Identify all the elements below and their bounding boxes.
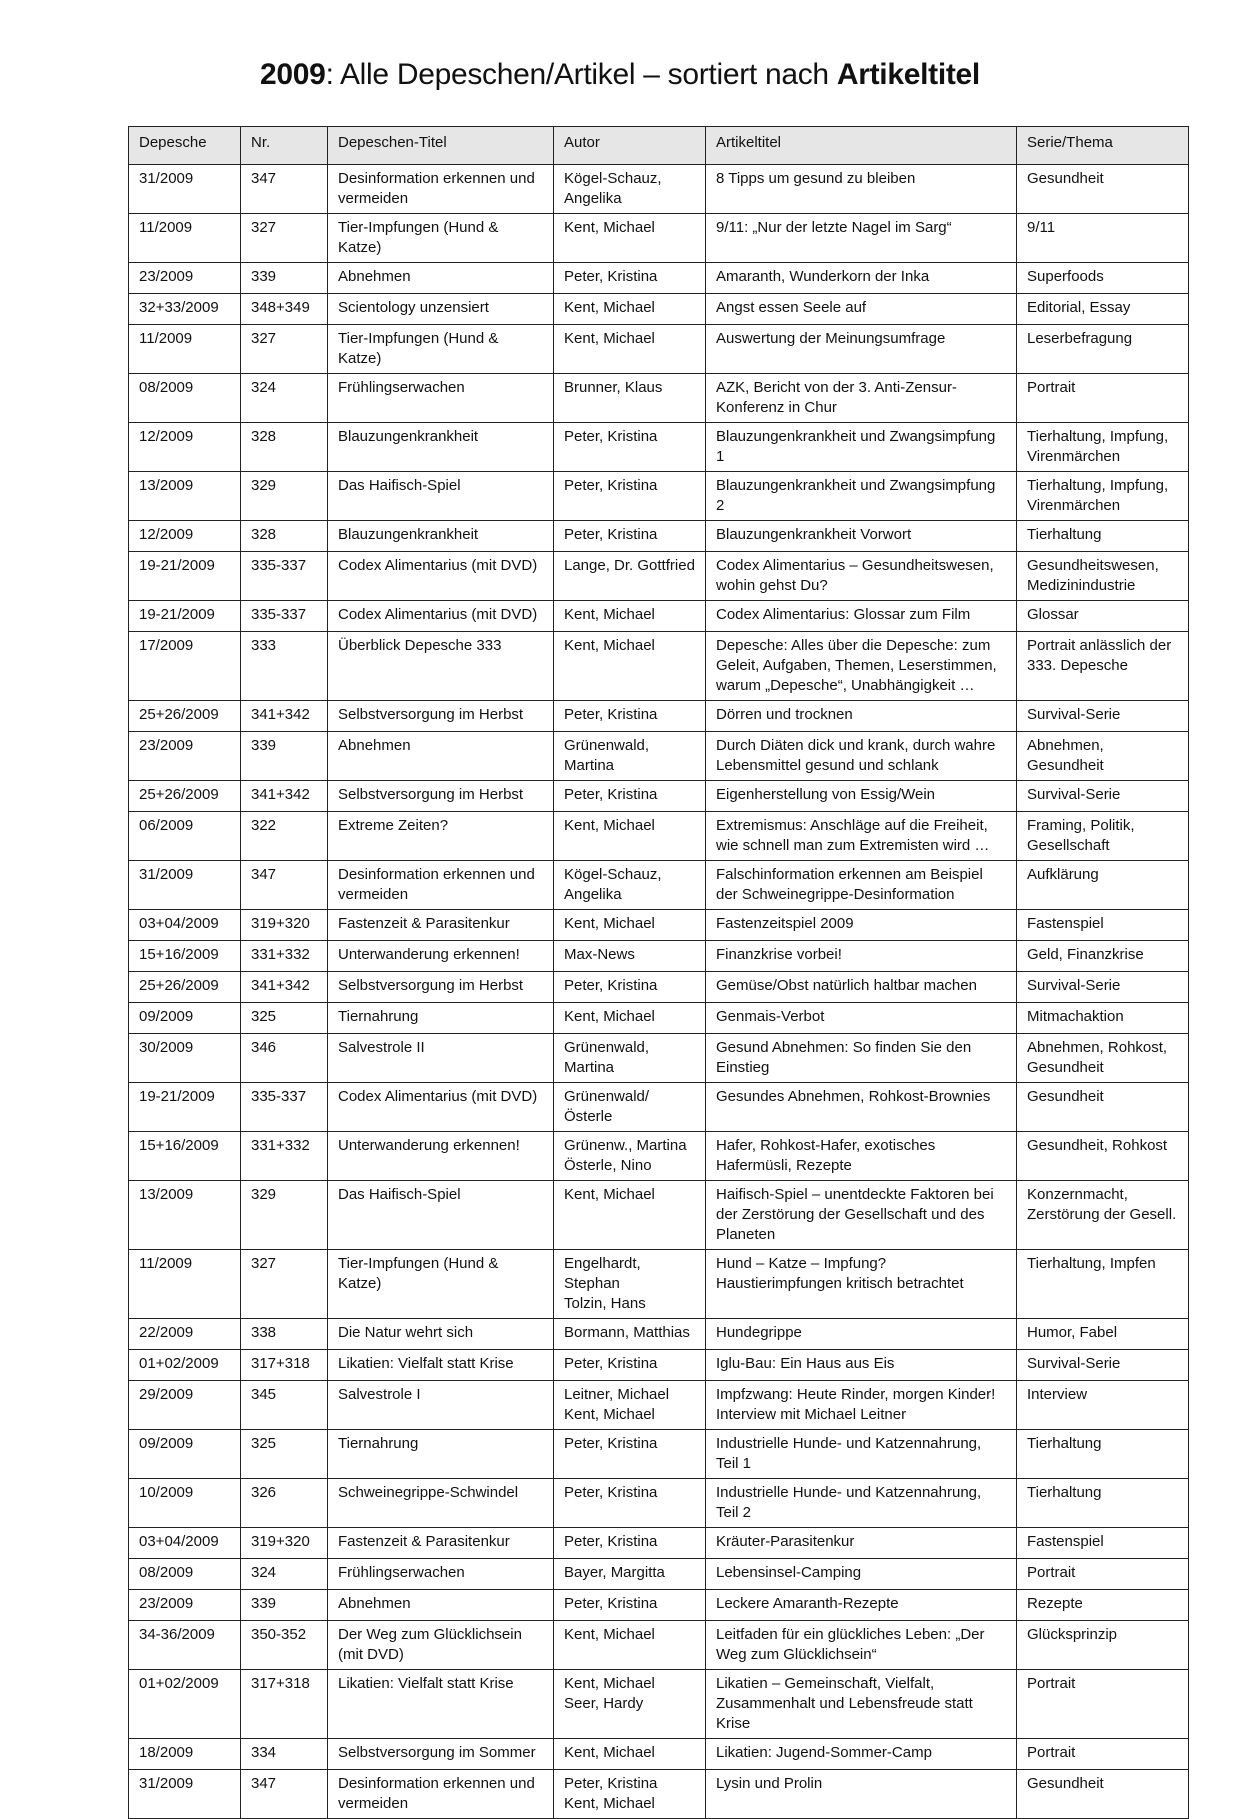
table-row bbox=[129, 1621, 1189, 1670]
cell-artikeltitel: Codex Alimentarius: Glossar zum Film bbox=[706, 601, 1017, 632]
table-row bbox=[129, 1430, 1189, 1479]
cell-serie-thema: Fastenspiel bbox=[1017, 910, 1189, 941]
cell-nr: 328 bbox=[241, 423, 328, 472]
cell-artikeltitel: Amaranth, Wunderkorn der Inka bbox=[706, 263, 1017, 294]
cell-artikeltitel: Lebensinsel-Camping bbox=[706, 1559, 1017, 1590]
cell-depesche: 32+33/2009 bbox=[129, 294, 241, 325]
cell-depesche: 11/2009 bbox=[129, 325, 241, 374]
cell-nr: 326 bbox=[241, 1479, 328, 1528]
table-row bbox=[129, 1590, 1189, 1621]
cell-autor: Peter, Kristina bbox=[554, 1528, 706, 1559]
cell-serie-thema: Gesundheit bbox=[1017, 1770, 1189, 1819]
table-row bbox=[129, 910, 1189, 941]
cell-depesche: 15+16/2009 bbox=[129, 941, 241, 972]
cell-artikeltitel: Hundegrippe bbox=[706, 1319, 1017, 1350]
cell-nr: 350-352 bbox=[241, 1621, 328, 1670]
cell-serie-thema: Glossar bbox=[1017, 601, 1189, 632]
cell-nr: 338 bbox=[241, 1319, 328, 1350]
cell-serie-thema: Tierhaltung bbox=[1017, 1430, 1189, 1479]
cell-depesche: 25+26/2009 bbox=[129, 972, 241, 1003]
cell-nr: 333 bbox=[241, 632, 328, 701]
table-row bbox=[129, 423, 1189, 472]
cell-serie-thema: Portrait bbox=[1017, 374, 1189, 423]
cell-artikeltitel: Blauzungenkrankheit und Zwangsimpfung 1 bbox=[706, 423, 1017, 472]
cell-artikeltitel: Gesund Abnehmen: So finden Sie den Einstieg bbox=[706, 1034, 1017, 1083]
table-row bbox=[129, 1670, 1189, 1739]
table-row bbox=[129, 1034, 1189, 1083]
cell-autor: Bayer, Margitta bbox=[554, 1559, 706, 1590]
cell-depesche: 18/2009 bbox=[129, 1739, 241, 1770]
table-row bbox=[129, 781, 1189, 812]
cell-depesche: 23/2009 bbox=[129, 263, 241, 294]
cell-serie-thema: Abnehmen, Gesundheit bbox=[1017, 732, 1189, 781]
cell-serie-thema: Rezepte bbox=[1017, 1590, 1189, 1621]
cell-serie-thema: Tierhaltung bbox=[1017, 521, 1189, 552]
cell-depesche: 19-21/2009 bbox=[129, 601, 241, 632]
cell-nr: 328 bbox=[241, 521, 328, 552]
cell-depesche: 10/2009 bbox=[129, 1479, 241, 1528]
cell-artikeltitel: Extremismus: Anschläge auf die Freiheit, wie schnell man zum Extremisten wird … bbox=[706, 812, 1017, 861]
cell-nr: 327 bbox=[241, 1250, 328, 1319]
cell-depesche: 22/2009 bbox=[129, 1319, 241, 1350]
cell-depesche: 30/2009 bbox=[129, 1034, 241, 1083]
cell-depesche: 03+04/2009 bbox=[129, 910, 241, 941]
cell-depesche: 01+02/2009 bbox=[129, 1350, 241, 1381]
cell-nr: 341+342 bbox=[241, 972, 328, 1003]
cell-nr: 329 bbox=[241, 472, 328, 521]
cell-depeschen-titel: Abnehmen bbox=[328, 1590, 554, 1621]
cell-nr: 346 bbox=[241, 1034, 328, 1083]
cell-depeschen-titel: Tiernahrung bbox=[328, 1430, 554, 1479]
cell-depeschen-titel: Likatien: Vielfalt statt Krise bbox=[328, 1350, 554, 1381]
cell-serie-thema: Survival-Serie bbox=[1017, 701, 1189, 732]
cell-depesche: 31/2009 bbox=[129, 165, 241, 214]
cell-serie-thema: Konzernmacht, Zerstörung der Gesell. bbox=[1017, 1181, 1189, 1250]
table-row bbox=[129, 1350, 1189, 1381]
cell-autor: Peter, Kristina bbox=[554, 781, 706, 812]
cell-depeschen-titel: Scientology unzensiert bbox=[328, 294, 554, 325]
cell-artikeltitel: Falschinformation erkennen am Beispiel der Schweinegrippe-Desinformation bbox=[706, 861, 1017, 910]
cell-artikeltitel: Hafer, Rohkost-Hafer, exotisches Hafermüsli, Rezepte bbox=[706, 1132, 1017, 1181]
cell-depeschen-titel: Selbstversorgung im Herbst bbox=[328, 701, 554, 732]
cell-depesche: 19-21/2009 bbox=[129, 1083, 241, 1132]
cell-depesche: 11/2009 bbox=[129, 1250, 241, 1319]
cell-autor: Kent, Michael bbox=[554, 294, 706, 325]
cell-serie-thema: Interview bbox=[1017, 1381, 1189, 1430]
title-sortkey: Artikeltitel bbox=[836, 58, 980, 91]
cell-artikeltitel: Durch Diäten dick und krank, durch wahre Lebensmittel gesund und schlank bbox=[706, 732, 1017, 781]
cell-nr: 324 bbox=[241, 1559, 328, 1590]
table-row bbox=[129, 165, 1189, 214]
table-row bbox=[129, 472, 1189, 521]
cell-depesche: 13/2009 bbox=[129, 1181, 241, 1250]
cell-nr: 317+318 bbox=[241, 1670, 328, 1739]
cell-autor: Peter, Kristina bbox=[554, 423, 706, 472]
cell-depesche: 01+02/2009 bbox=[129, 1670, 241, 1739]
cell-depesche: 15+16/2009 bbox=[129, 1132, 241, 1181]
table-row bbox=[129, 632, 1189, 701]
cell-nr: 334 bbox=[241, 1739, 328, 1770]
table-row bbox=[129, 812, 1189, 861]
cell-nr: 335-337 bbox=[241, 552, 328, 601]
cell-depeschen-titel: Das Haifisch-Spiel bbox=[328, 472, 554, 521]
cell-depeschen-titel: Desinformation erkennen und vermeiden bbox=[328, 861, 554, 910]
cell-depesche: 09/2009 bbox=[129, 1430, 241, 1479]
cell-depeschen-titel: Abnehmen bbox=[328, 732, 554, 781]
cell-serie-thema: Portrait bbox=[1017, 1739, 1189, 1770]
cell-autor: Brunner, Klaus bbox=[554, 374, 706, 423]
cell-artikeltitel: Depesche: Alles über die Depesche: zum Geleit, Aufgaben, Themen, Leserstimmen, warum „Depesche“, Unabhängigkeit … bbox=[706, 632, 1017, 701]
cell-nr: 347 bbox=[241, 1770, 328, 1819]
cell-autor: Kent, Michael Seer, Hardy bbox=[554, 1670, 706, 1739]
cell-serie-thema: Framing, Politik, Gesellschaft bbox=[1017, 812, 1189, 861]
cell-depeschen-titel: Extreme Zeiten? bbox=[328, 812, 554, 861]
cell-serie-thema: Editorial, Essay bbox=[1017, 294, 1189, 325]
table-row bbox=[129, 941, 1189, 972]
table-row bbox=[129, 1770, 1189, 1819]
cell-nr: 325 bbox=[241, 1003, 328, 1034]
cell-depeschen-titel: Salvestrole II bbox=[328, 1034, 554, 1083]
table-row bbox=[129, 701, 1189, 732]
cell-artikeltitel: Gesundes Abnehmen, Rohkost-Brownies bbox=[706, 1083, 1017, 1132]
column-header-nr: Nr. bbox=[241, 127, 328, 165]
cell-artikeltitel: Iglu-Bau: Ein Haus aus Eis bbox=[706, 1350, 1017, 1381]
cell-artikeltitel: Industrielle Hunde- und Katzennahrung, Teil 2 bbox=[706, 1479, 1017, 1528]
cell-depeschen-titel: Tier-Impfungen (Hund & Katze) bbox=[328, 214, 554, 263]
cell-serie-thema: Fastenspiel bbox=[1017, 1528, 1189, 1559]
table-row bbox=[129, 1479, 1189, 1528]
cell-depesche: 09/2009 bbox=[129, 1003, 241, 1034]
cell-nr: 331+332 bbox=[241, 1132, 328, 1181]
cell-autor: Kent, Michael bbox=[554, 214, 706, 263]
cell-nr: 319+320 bbox=[241, 1528, 328, 1559]
cell-autor: Lange, Dr. Gottfried bbox=[554, 552, 706, 601]
cell-autor: Peter, Kristina Kent, Michael bbox=[554, 1770, 706, 1819]
cell-artikeltitel: Hund – Katze – Impfung? Haustierimpfungen kritisch betrachtet bbox=[706, 1250, 1017, 1319]
cell-serie-thema: Portrait bbox=[1017, 1670, 1189, 1739]
cell-nr: 322 bbox=[241, 812, 328, 861]
cell-serie-thema: Superfoods bbox=[1017, 263, 1189, 294]
table-row bbox=[129, 1132, 1189, 1181]
cell-depeschen-titel: Fastenzeit & Parasitenkur bbox=[328, 910, 554, 941]
cell-artikeltitel: Genmais-Verbot bbox=[706, 1003, 1017, 1034]
cell-nr: 335-337 bbox=[241, 601, 328, 632]
cell-artikeltitel: Haifisch-Spiel – unentdeckte Faktoren bei der Zerstörung der Gesellschaft und des Planeten bbox=[706, 1181, 1017, 1250]
cell-depesche: 23/2009 bbox=[129, 1590, 241, 1621]
cell-depeschen-titel: Unterwanderung erkennen! bbox=[328, 1132, 554, 1181]
cell-nr: 327 bbox=[241, 214, 328, 263]
cell-artikeltitel: Likatien – Gemeinschaft, Vielfalt, Zusammenhalt und Lebensfreude statt Krise bbox=[706, 1670, 1017, 1739]
cell-serie-thema: Tierhaltung, Impfen bbox=[1017, 1250, 1189, 1319]
cell-artikeltitel: Auswertung der Meinungsumfrage bbox=[706, 325, 1017, 374]
cell-artikeltitel: Angst essen Seele auf bbox=[706, 294, 1017, 325]
cell-artikeltitel: Leitfaden für ein glückliches Leben: „Der Weg zum Glücklichsein“ bbox=[706, 1621, 1017, 1670]
cell-depesche: 08/2009 bbox=[129, 374, 241, 423]
cell-autor: Kent, Michael bbox=[554, 812, 706, 861]
cell-autor: Kögel-Schauz, Angelika bbox=[554, 165, 706, 214]
cell-artikeltitel: Dörren und trocknen bbox=[706, 701, 1017, 732]
cell-serie-thema: Leserbefragung bbox=[1017, 325, 1189, 374]
cell-autor: Peter, Kristina bbox=[554, 1590, 706, 1621]
cell-nr: 324 bbox=[241, 374, 328, 423]
cell-depeschen-titel: Salvestrole I bbox=[328, 1381, 554, 1430]
cell-artikeltitel: 9/11: „Nur der letzte Nagel im Sarg“ bbox=[706, 214, 1017, 263]
page-title bbox=[0, 58, 1240, 92]
title-year: 2009 bbox=[260, 58, 326, 91]
cell-serie-thema: Survival-Serie bbox=[1017, 1350, 1189, 1381]
cell-artikeltitel: Blauzungenkrankheit Vorwort bbox=[706, 521, 1017, 552]
cell-depeschen-titel: Frühlingserwachen bbox=[328, 374, 554, 423]
cell-serie-thema: Survival-Serie bbox=[1017, 781, 1189, 812]
cell-depeschen-titel: Schweinegrippe-Schwindel bbox=[328, 1479, 554, 1528]
cell-serie-thema: 9/11 bbox=[1017, 214, 1189, 263]
cell-nr: 325 bbox=[241, 1430, 328, 1479]
cell-artikeltitel: Lysin und Prolin bbox=[706, 1770, 1017, 1819]
table-body bbox=[129, 165, 1189, 1819]
table-row bbox=[129, 1319, 1189, 1350]
cell-serie-thema: Survival-Serie bbox=[1017, 972, 1189, 1003]
table-row bbox=[129, 214, 1189, 263]
cell-depesche: 25+26/2009 bbox=[129, 701, 241, 732]
cell-depeschen-titel: Blauzungenkrankheit bbox=[328, 521, 554, 552]
cell-artikeltitel: Eigenherstellung von Essig/Wein bbox=[706, 781, 1017, 812]
cell-depeschen-titel: Selbstversorgung im Herbst bbox=[328, 972, 554, 1003]
cell-autor: Peter, Kristina bbox=[554, 521, 706, 552]
cell-autor: Kögel-Schauz, Angelika bbox=[554, 861, 706, 910]
cell-depeschen-titel: Codex Alimentarius (mit DVD) bbox=[328, 1083, 554, 1132]
table-row bbox=[129, 1739, 1189, 1770]
cell-autor: Grünenw., Martina Österle, Nino bbox=[554, 1132, 706, 1181]
cell-nr: 331+332 bbox=[241, 941, 328, 972]
cell-depeschen-titel: Fastenzeit & Parasitenkur bbox=[328, 1528, 554, 1559]
cell-nr: 347 bbox=[241, 861, 328, 910]
cell-autor: Kent, Michael bbox=[554, 601, 706, 632]
cell-depeschen-titel: Der Weg zum Glücklichsein (mit DVD) bbox=[328, 1621, 554, 1670]
cell-depesche: 23/2009 bbox=[129, 732, 241, 781]
cell-nr: 345 bbox=[241, 1381, 328, 1430]
cell-nr: 348+349 bbox=[241, 294, 328, 325]
cell-serie-thema: Aufklärung bbox=[1017, 861, 1189, 910]
cell-autor: Engelhardt, Stephan Tolzin, Hans bbox=[554, 1250, 706, 1319]
table-row bbox=[129, 1083, 1189, 1132]
cell-autor: Kent, Michael bbox=[554, 325, 706, 374]
cell-serie-thema: Mitmachaktion bbox=[1017, 1003, 1189, 1034]
cell-nr: 341+342 bbox=[241, 781, 328, 812]
cell-autor: Grünenwald, Martina bbox=[554, 732, 706, 781]
column-header-autor: Autor bbox=[554, 127, 706, 165]
cell-depesche: 31/2009 bbox=[129, 861, 241, 910]
cell-autor: Peter, Kristina bbox=[554, 972, 706, 1003]
cell-depesche: 17/2009 bbox=[129, 632, 241, 701]
cell-depesche: 13/2009 bbox=[129, 472, 241, 521]
cell-serie-thema: Humor, Fabel bbox=[1017, 1319, 1189, 1350]
cell-nr: 341+342 bbox=[241, 701, 328, 732]
cell-depesche: 34-36/2009 bbox=[129, 1621, 241, 1670]
cell-depesche: 31/2009 bbox=[129, 1770, 241, 1819]
cell-serie-thema: Gesundheit bbox=[1017, 165, 1189, 214]
table-row bbox=[129, 732, 1189, 781]
cell-artikeltitel: 8 Tipps um gesund zu bleiben bbox=[706, 165, 1017, 214]
cell-autor: Leitner, Michael Kent, Michael bbox=[554, 1381, 706, 1430]
cell-depesche: 06/2009 bbox=[129, 812, 241, 861]
cell-depeschen-titel: Desinformation erkennen und vermeiden bbox=[328, 165, 554, 214]
cell-autor: Grünenwald, Martina bbox=[554, 1034, 706, 1083]
cell-artikeltitel: Fastenzeitspiel 2009 bbox=[706, 910, 1017, 941]
cell-artikeltitel: Codex Alimentarius – Gesundheitswesen, wohin gehst Du? bbox=[706, 552, 1017, 601]
cell-depeschen-titel: Abnehmen bbox=[328, 263, 554, 294]
cell-autor: Peter, Kristina bbox=[554, 701, 706, 732]
cell-serie-thema: Gesundheitswesen, Medizinindustrie bbox=[1017, 552, 1189, 601]
cell-depesche: 19-21/2009 bbox=[129, 552, 241, 601]
cell-nr: 327 bbox=[241, 325, 328, 374]
table-row bbox=[129, 374, 1189, 423]
cell-artikeltitel: Blauzungenkrankheit und Zwangsimpfung 2 bbox=[706, 472, 1017, 521]
table-header-row bbox=[129, 127, 1189, 165]
cell-autor: Peter, Kristina bbox=[554, 1350, 706, 1381]
cell-depeschen-titel: Desinformation erkennen und vermeiden bbox=[328, 1770, 554, 1819]
table-row bbox=[129, 1250, 1189, 1319]
table-row bbox=[129, 1003, 1189, 1034]
cell-artikeltitel: Leckere Amaranth-Rezepte bbox=[706, 1590, 1017, 1621]
cell-autor: Peter, Kristina bbox=[554, 1430, 706, 1479]
cell-autor: Max-News bbox=[554, 941, 706, 972]
cell-autor: Kent, Michael bbox=[554, 1621, 706, 1670]
column-header-depeschen-titel: Depeschen-Titel bbox=[328, 127, 554, 165]
table-row bbox=[129, 325, 1189, 374]
cell-nr: 339 bbox=[241, 263, 328, 294]
cell-nr: 347 bbox=[241, 165, 328, 214]
column-header-serie-thema: Serie/Thema bbox=[1017, 127, 1189, 165]
cell-nr: 339 bbox=[241, 1590, 328, 1621]
cell-serie-thema: Abnehmen, Rohkost, Gesundheit bbox=[1017, 1034, 1189, 1083]
cell-artikeltitel: Gemüse/Obst natürlich haltbar machen bbox=[706, 972, 1017, 1003]
cell-serie-thema: Tierhaltung, Impfung, Virenmärchen bbox=[1017, 423, 1189, 472]
cell-depeschen-titel: Selbstversorgung im Sommer bbox=[328, 1739, 554, 1770]
cell-depeschen-titel: Frühlingserwachen bbox=[328, 1559, 554, 1590]
column-header-depesche: Depesche bbox=[129, 127, 241, 165]
cell-nr: 335-337 bbox=[241, 1083, 328, 1132]
cell-autor: Grünenwald/Österle bbox=[554, 1083, 706, 1132]
cell-serie-thema: Gesundheit, Rohkost bbox=[1017, 1132, 1189, 1181]
table-row bbox=[129, 1559, 1189, 1590]
cell-depesche: 25+26/2009 bbox=[129, 781, 241, 812]
cell-nr: 317+318 bbox=[241, 1350, 328, 1381]
cell-serie-thema: Gesundheit bbox=[1017, 1083, 1189, 1132]
cell-depeschen-titel: Selbstversorgung im Herbst bbox=[328, 781, 554, 812]
cell-autor: Kent, Michael bbox=[554, 632, 706, 701]
cell-depesche: 12/2009 bbox=[129, 423, 241, 472]
cell-depeschen-titel: Das Haifisch-Spiel bbox=[328, 1181, 554, 1250]
table-row bbox=[129, 861, 1189, 910]
cell-artikeltitel: Kräuter-Parasitenkur bbox=[706, 1528, 1017, 1559]
cell-artikeltitel: Finanzkrise vorbei! bbox=[706, 941, 1017, 972]
cell-autor: Kent, Michael bbox=[554, 1181, 706, 1250]
cell-autor: Kent, Michael bbox=[554, 910, 706, 941]
cell-nr: 319+320 bbox=[241, 910, 328, 941]
cell-autor: Peter, Kristina bbox=[554, 472, 706, 521]
cell-depeschen-titel: Unterwanderung erkennen! bbox=[328, 941, 554, 972]
cell-artikeltitel: Impfzwang: Heute Rinder, morgen Kinder! Interview mit Michael Leitner bbox=[706, 1381, 1017, 1430]
cell-depeschen-titel: Blauzungenkrankheit bbox=[328, 423, 554, 472]
cell-serie-thema: Glücksprinzip bbox=[1017, 1621, 1189, 1670]
cell-autor: Kent, Michael bbox=[554, 1003, 706, 1034]
column-header-artikeltitel: Artikeltitel bbox=[706, 127, 1017, 165]
cell-depeschen-titel: Likatien: Vielfalt statt Krise bbox=[328, 1670, 554, 1739]
table-row bbox=[129, 552, 1189, 601]
articles-table bbox=[128, 126, 1189, 1819]
table-row bbox=[129, 1381, 1189, 1430]
table-row bbox=[129, 521, 1189, 552]
cell-autor: Bormann, Matthias bbox=[554, 1319, 706, 1350]
title-text: : Alle Depeschen/Artikel – sortiert nach bbox=[325, 58, 837, 91]
table-row bbox=[129, 1528, 1189, 1559]
cell-nr: 329 bbox=[241, 1181, 328, 1250]
cell-depesche: 03+04/2009 bbox=[129, 1528, 241, 1559]
cell-depeschen-titel: Überblick Depesche 333 bbox=[328, 632, 554, 701]
cell-artikeltitel: Industrielle Hunde- und Katzennahrung, Teil 1 bbox=[706, 1430, 1017, 1479]
cell-serie-thema: Portrait anlässlich der 333. Depesche bbox=[1017, 632, 1189, 701]
cell-depeschen-titel: Codex Alimentarius (mit DVD) bbox=[328, 552, 554, 601]
cell-autor: Peter, Kristina bbox=[554, 263, 706, 294]
cell-depesche: 29/2009 bbox=[129, 1381, 241, 1430]
cell-depeschen-titel: Tier-Impfungen (Hund & Katze) bbox=[328, 1250, 554, 1319]
cell-autor: Kent, Michael bbox=[554, 1739, 706, 1770]
table-row bbox=[129, 294, 1189, 325]
cell-depeschen-titel: Tiernahrung bbox=[328, 1003, 554, 1034]
cell-serie-thema: Geld, Finanzkrise bbox=[1017, 941, 1189, 972]
table-row bbox=[129, 263, 1189, 294]
table-row bbox=[129, 1181, 1189, 1250]
cell-depeschen-titel: Codex Alimentarius (mit DVD) bbox=[328, 601, 554, 632]
cell-depesche: 08/2009 bbox=[129, 1559, 241, 1590]
cell-depesche: 12/2009 bbox=[129, 521, 241, 552]
cell-serie-thema: Tierhaltung bbox=[1017, 1479, 1189, 1528]
cell-autor: Peter, Kristina bbox=[554, 1479, 706, 1528]
cell-artikeltitel: AZK, Bericht von der 3. Anti-Zensur-Konferenz in Chur bbox=[706, 374, 1017, 423]
cell-depeschen-titel: Die Natur wehrt sich bbox=[328, 1319, 554, 1350]
cell-nr: 339 bbox=[241, 732, 328, 781]
cell-depeschen-titel: Tier-Impfungen (Hund & Katze) bbox=[328, 325, 554, 374]
cell-serie-thema: Portrait bbox=[1017, 1559, 1189, 1590]
cell-artikeltitel: Likatien: Jugend-Sommer-Camp bbox=[706, 1739, 1017, 1770]
cell-depesche: 11/2009 bbox=[129, 214, 241, 263]
table-row bbox=[129, 972, 1189, 1003]
table-row bbox=[129, 601, 1189, 632]
cell-serie-thema: Tierhaltung, Impfung, Virenmärchen bbox=[1017, 472, 1189, 521]
